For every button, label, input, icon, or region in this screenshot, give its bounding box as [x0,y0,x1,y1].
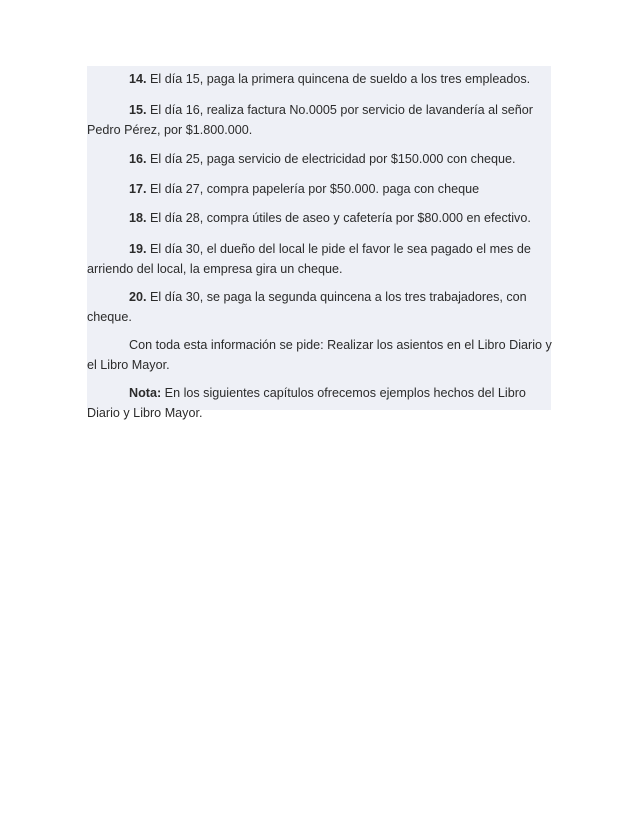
item-text: El día 27, compra papelería por $50.000. paga con cheque [146,182,480,196]
instruction-paragraph [87,336,559,375]
item-text: El día 25, paga servicio de electricidad por $150.000 con cheque. [146,152,516,166]
item-number: 14. [129,72,147,86]
instruction-text: Con toda esta información se pide: Realizar los asientos en el Libro Diario y el Libro Mayor. [87,338,552,372]
item-text: El día 16, realiza factura No.0005 por servicio de lavandería al señor Pedro Pérez, por $1.800.000. [87,103,533,137]
list-item [87,101,559,140]
item-text: El día 30, el dueño del local le pide el favor le sea pagado el mes de arriendo del local, la empresa gira un cheque. [87,242,531,276]
item-number: 15. [129,103,147,117]
note-paragraph [87,384,559,423]
note-text: En los siguientes capítulos ofrecemos ejemplos hechos del Libro Diario y Libro Mayor. [87,386,526,420]
list-item [87,209,559,229]
item-text: El día 15, paga la primera quincena de sueldo a los tres empleados. [146,72,531,86]
item-number: 20. [129,290,147,304]
item-number: 19. [129,242,147,256]
list-item [87,288,559,327]
item-number: 17. [129,182,147,196]
list-item [87,240,559,279]
note-label: Nota: [129,386,162,400]
exercise-text-block [87,66,552,420]
list-item [87,70,559,90]
list-item [87,150,559,170]
item-number: 18. [129,211,147,225]
item-text: El día 28, compra útiles de aseo y cafetería por $80.000 en efectivo. [146,211,531,225]
item-text: El día 30, se paga la segunda quincena a los tres trabajadores, con cheque. [87,290,527,324]
list-item [87,180,559,200]
item-number: 16. [129,152,147,166]
